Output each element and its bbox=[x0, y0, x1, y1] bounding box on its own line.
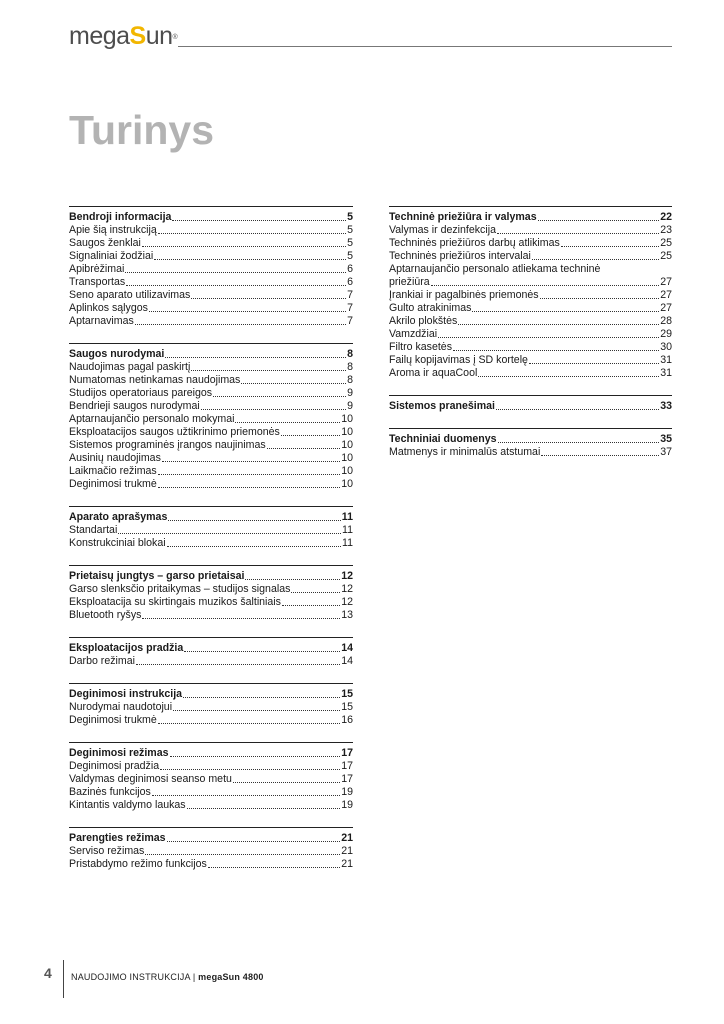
dot-leader bbox=[235, 422, 340, 423]
dot-leader bbox=[497, 233, 659, 234]
toc-page-number: 29 bbox=[660, 328, 672, 340]
toc-entry[interactable] bbox=[389, 446, 672, 459]
toc-entry[interactable] bbox=[69, 426, 353, 439]
toc-section-heading[interactable] bbox=[69, 511, 353, 524]
toc-entry[interactable] bbox=[389, 367, 672, 380]
dot-leader bbox=[458, 324, 659, 325]
toc-section bbox=[69, 637, 353, 668]
toc-entry-title: Numatomas netinkamas naudojimas bbox=[69, 374, 241, 386]
toc-entry[interactable] bbox=[69, 374, 353, 387]
toc-entry-title: Valymas ir dezinfekcija bbox=[389, 224, 496, 236]
dot-leader bbox=[472, 311, 659, 312]
toc-page-number: 8 bbox=[347, 348, 353, 360]
toc-section-heading[interactable] bbox=[389, 433, 672, 446]
toc-entry-title: Eksploatacijos pradžia bbox=[69, 642, 184, 654]
toc-entry[interactable] bbox=[389, 289, 672, 302]
dot-leader bbox=[158, 233, 346, 234]
footer-separator: | bbox=[192, 972, 196, 982]
toc-page-number: 12 bbox=[341, 596, 353, 608]
dot-leader bbox=[282, 605, 340, 606]
toc-entry-title: Saugos nurodymai bbox=[69, 348, 165, 360]
footer-doc-title: NAUDOJIMO INSTRUKCIJA bbox=[71, 972, 191, 982]
dot-leader bbox=[541, 455, 659, 456]
toc-entry[interactable] bbox=[69, 714, 353, 727]
toc-entry[interactable] bbox=[69, 452, 353, 465]
dot-leader bbox=[498, 442, 660, 443]
toc-entry-title: Prietaisų jungtys – garso prietaisai bbox=[69, 570, 245, 582]
toc-page-number: 15 bbox=[341, 688, 353, 700]
toc-page-number: 17 bbox=[341, 773, 353, 785]
toc-section bbox=[389, 428, 672, 459]
dot-leader bbox=[172, 220, 346, 221]
toc-page-number: 21 bbox=[341, 845, 353, 857]
toc-entry-title: Vamzdžiai bbox=[389, 328, 438, 340]
toc-section-heading[interactable] bbox=[69, 348, 353, 361]
toc-entry-title: Parengties režimas bbox=[69, 832, 166, 844]
toc-page-number: 31 bbox=[660, 367, 672, 379]
toc-section-heading[interactable] bbox=[389, 400, 672, 413]
logo-s: S bbox=[129, 22, 146, 50]
toc-entry-title: Valdymas deginimosi seanso metu bbox=[69, 773, 232, 785]
toc-page-number: 10 bbox=[341, 413, 353, 425]
toc-entry[interactable] bbox=[69, 773, 353, 786]
dot-leader bbox=[135, 324, 346, 325]
toc-page-number: 11 bbox=[341, 511, 353, 523]
toc-entry[interactable] bbox=[69, 583, 353, 596]
dot-leader bbox=[529, 363, 659, 364]
toc-entry-title: Garso slenksčio pritaikymas – studijos signalas bbox=[69, 583, 291, 595]
toc-entry[interactable] bbox=[69, 413, 353, 426]
toc-page-number: 21 bbox=[341, 832, 353, 844]
dot-leader bbox=[496, 409, 659, 410]
toc-page-number: 25 bbox=[660, 237, 672, 249]
toc-entry[interactable] bbox=[69, 276, 353, 289]
toc-entry-title: Sistemos pranešimai bbox=[389, 400, 495, 412]
dot-leader bbox=[167, 546, 341, 547]
toc-page-number: 25 bbox=[660, 250, 672, 262]
toc-page-number: 9 bbox=[347, 400, 353, 412]
toc-entry-title: Signaliniai žodžiai bbox=[69, 250, 154, 262]
toc-entry[interactable] bbox=[389, 224, 672, 237]
toc-entry[interactable] bbox=[389, 302, 672, 315]
toc-section bbox=[69, 565, 353, 622]
toc-entry[interactable] bbox=[69, 439, 353, 452]
toc-entry-title: Konstrukciniai blokai bbox=[69, 537, 166, 549]
toc-page-number: 7 bbox=[347, 302, 353, 314]
dot-leader bbox=[152, 795, 340, 796]
toc-page-number: 12 bbox=[341, 583, 353, 595]
toc-entry[interactable] bbox=[389, 315, 672, 328]
toc-entry[interactable] bbox=[69, 224, 353, 237]
toc-entry-title: Gulto atrakinimas bbox=[389, 302, 472, 314]
dot-leader bbox=[245, 579, 340, 580]
footer-product: megaSun 4800 bbox=[198, 972, 264, 982]
toc-page-number: 7 bbox=[347, 315, 353, 327]
dot-leader bbox=[170, 756, 341, 757]
dot-leader bbox=[233, 782, 340, 783]
toc-entry[interactable] bbox=[69, 701, 353, 714]
toc-page-number: 27 bbox=[660, 302, 672, 314]
toc-section-heading[interactable] bbox=[69, 747, 353, 760]
toc-entry[interactable] bbox=[69, 799, 353, 812]
toc-section-heading[interactable] bbox=[389, 211, 672, 224]
toc-entry[interactable] bbox=[69, 478, 353, 491]
toc-entry-title: Matmenys ir minimalūs atstumai bbox=[389, 446, 541, 458]
toc-left-column bbox=[69, 206, 353, 886]
dot-leader bbox=[142, 618, 340, 619]
toc-entry-title: Nurodymai naudotojui bbox=[69, 701, 173, 713]
dot-leader bbox=[183, 697, 340, 698]
toc-entry[interactable] bbox=[389, 250, 672, 263]
dot-leader bbox=[136, 664, 340, 665]
toc-entry-title: Aplinkos sąlygos bbox=[69, 302, 148, 314]
footer-rule bbox=[63, 960, 64, 998]
toc-page-number: 21 bbox=[341, 858, 353, 870]
toc-entry-title: Deginimosi trukmė bbox=[69, 478, 157, 490]
toc-entry[interactable] bbox=[69, 237, 353, 250]
toc-entry-title: Apibrėžimai bbox=[69, 263, 125, 275]
dot-leader bbox=[142, 246, 346, 247]
toc-section-heading[interactable] bbox=[69, 832, 353, 845]
toc-entry-title: priežiūra bbox=[389, 276, 430, 288]
toc-entry[interactable] bbox=[69, 858, 353, 871]
toc-entry[interactable] bbox=[69, 250, 353, 263]
toc-page-number: 7 bbox=[347, 289, 353, 301]
dot-leader bbox=[145, 854, 340, 855]
toc-page-number: 12 bbox=[341, 570, 353, 582]
toc-page-number: 5 bbox=[347, 250, 353, 262]
toc-entry-title: Bendroji informacija bbox=[69, 211, 172, 223]
toc-entry-title: Deginimosi režimas bbox=[69, 747, 169, 759]
toc-entry-title: Techniniai duomenys bbox=[389, 433, 497, 445]
dot-leader bbox=[267, 448, 341, 449]
toc-entry[interactable] bbox=[69, 655, 353, 668]
toc-section bbox=[69, 742, 353, 812]
toc-entry[interactable] bbox=[69, 400, 353, 413]
dot-leader bbox=[213, 396, 346, 397]
toc-page-number: 16 bbox=[341, 714, 353, 726]
dot-leader bbox=[158, 487, 340, 488]
dot-leader bbox=[184, 651, 340, 652]
toc-entry[interactable] bbox=[69, 289, 353, 302]
toc-entry[interactable] bbox=[69, 596, 353, 609]
toc-page-number: 6 bbox=[347, 263, 353, 275]
toc-section bbox=[69, 206, 353, 328]
toc-entry-title: Deginimosi pradžia bbox=[69, 760, 160, 772]
toc-section bbox=[389, 206, 672, 380]
dot-leader bbox=[540, 298, 660, 299]
toc-entry[interactable] bbox=[389, 237, 672, 250]
toc-entry-title: Serviso režimas bbox=[69, 845, 145, 857]
toc-entry[interactable] bbox=[69, 263, 353, 276]
toc-entry-title: Darbo režimai bbox=[69, 655, 135, 667]
toc-page-number: 10 bbox=[341, 465, 353, 477]
toc-section-heading[interactable] bbox=[69, 570, 353, 583]
registered-mark: ® bbox=[172, 34, 178, 41]
toc-entry-title: Akrilo plokštės bbox=[389, 315, 458, 327]
toc-entry[interactable] bbox=[69, 361, 353, 374]
toc-entry-title: Bluetooth ryšys bbox=[69, 609, 142, 621]
toc-entry-title: Aptarnavimas bbox=[69, 315, 134, 327]
toc-page-number: 11 bbox=[342, 524, 353, 536]
logo-suffix: un bbox=[145, 22, 173, 50]
dot-leader bbox=[162, 461, 340, 462]
toc-entry-title: Aparato aprašymas bbox=[69, 511, 168, 523]
toc-page-number: 27 bbox=[660, 276, 672, 288]
dot-leader bbox=[168, 520, 340, 521]
dot-leader bbox=[158, 723, 340, 724]
dot-leader bbox=[160, 769, 340, 770]
toc-page-number: 27 bbox=[660, 289, 672, 301]
dot-leader bbox=[191, 298, 346, 299]
footer-page-number: 4 bbox=[44, 965, 52, 981]
toc-entry[interactable] bbox=[69, 760, 353, 773]
toc-page-number: 10 bbox=[341, 426, 353, 438]
toc-page-number: 31 bbox=[660, 354, 672, 366]
dot-leader bbox=[173, 710, 340, 711]
toc-entry-title: Deginimosi instrukcija bbox=[69, 688, 183, 700]
toc-page-number: 14 bbox=[341, 642, 353, 654]
toc-page-number: 15 bbox=[341, 701, 353, 713]
toc-entry[interactable] bbox=[69, 524, 353, 537]
toc-page-number: 13 bbox=[341, 609, 353, 621]
toc-page-number: 17 bbox=[341, 760, 353, 772]
toc-entry-title: Failų kopijavimas į SD kortelę bbox=[389, 354, 528, 366]
toc-entry-title: Techninės priežiūros darbų atlikimas bbox=[389, 237, 560, 249]
toc-section-heading[interactable] bbox=[69, 642, 353, 655]
toc-section bbox=[69, 683, 353, 727]
dot-leader bbox=[126, 285, 346, 286]
dot-leader bbox=[187, 808, 341, 809]
dot-leader bbox=[438, 337, 659, 338]
toc-entry-title: Bendrieji saugos nurodymai bbox=[69, 400, 200, 412]
toc-entry[interactable] bbox=[389, 276, 672, 289]
dot-leader bbox=[208, 867, 340, 868]
dot-leader bbox=[478, 376, 659, 377]
toc-entry-title: Transportas bbox=[69, 276, 126, 288]
dot-leader bbox=[431, 285, 660, 286]
toc-entry-title: Laikmačio režimas bbox=[69, 465, 157, 477]
toc-page-number: 17 bbox=[341, 747, 353, 759]
toc-page-number: 5 bbox=[347, 211, 353, 223]
toc-page-number: 10 bbox=[341, 452, 353, 464]
toc-section bbox=[69, 343, 353, 491]
toc-entry-title: Standartai bbox=[69, 524, 118, 536]
toc-entry[interactable] bbox=[389, 354, 672, 367]
toc-entry-title: Eksploatacijos saugos užtikrinimo priemonės bbox=[69, 426, 280, 438]
toc-entry[interactable] bbox=[69, 786, 353, 799]
toc-section bbox=[69, 827, 353, 871]
page-title: Turinys bbox=[69, 107, 215, 153]
toc-entry-title: Aroma ir aquaCool bbox=[389, 367, 478, 379]
toc-entry-wrapped-line[interactable]: Aptarnaujančio personalo atliekama techninė bbox=[389, 263, 601, 275]
toc-page-number: 28 bbox=[660, 315, 672, 327]
dot-leader bbox=[281, 435, 340, 436]
dot-leader bbox=[532, 259, 659, 260]
toc-entry-title: Techninės priežiūros intervalai bbox=[389, 250, 531, 262]
toc-entry[interactable] bbox=[69, 387, 353, 400]
toc-page-number: 33 bbox=[660, 400, 672, 412]
toc-right-column bbox=[389, 206, 672, 474]
toc-page-number: 37 bbox=[660, 446, 672, 458]
toc-entry-title: Kintantis valdymo laukas bbox=[69, 799, 186, 811]
toc-page-number: 35 bbox=[660, 433, 672, 445]
dot-leader bbox=[191, 370, 346, 371]
dot-leader bbox=[241, 383, 346, 384]
toc-entry-title: Apie šią instrukciją bbox=[69, 224, 157, 236]
toc-page-number: 23 bbox=[660, 224, 672, 236]
header-rule bbox=[178, 46, 672, 47]
dot-leader bbox=[158, 474, 340, 475]
toc-section-heading[interactable] bbox=[69, 211, 353, 224]
toc-page-number: 19 bbox=[341, 799, 353, 811]
toc-entry-title: Filtro kasetės bbox=[389, 341, 452, 353]
toc-page-number: 5 bbox=[347, 224, 353, 236]
dot-leader bbox=[561, 246, 659, 247]
dot-leader bbox=[538, 220, 660, 221]
toc-page-number: 10 bbox=[341, 478, 353, 490]
toc-page-number: 8 bbox=[347, 374, 353, 386]
dot-leader bbox=[165, 357, 346, 358]
dot-leader bbox=[291, 592, 340, 593]
toc-entry[interactable] bbox=[389, 341, 672, 354]
toc-entry[interactable] bbox=[69, 465, 353, 478]
toc-section bbox=[389, 395, 672, 413]
toc-page-number: 30 bbox=[660, 341, 672, 353]
toc-page-number: 11 bbox=[342, 537, 353, 549]
logo-prefix: mega bbox=[69, 22, 130, 50]
toc-entry-title: Pristabdymo režimo funkcijos bbox=[69, 858, 207, 870]
toc-entry-title: Saugos ženklai bbox=[69, 237, 141, 249]
toc-page-number: 22 bbox=[660, 211, 672, 223]
toc-page-number: 5 bbox=[347, 237, 353, 249]
toc-entry[interactable] bbox=[69, 609, 353, 622]
toc-section bbox=[69, 506, 353, 550]
toc-entry-title: Deginimosi trukmė bbox=[69, 714, 157, 726]
toc-entry-title: Įrankiai ir pagalbinės priemonės bbox=[389, 289, 539, 301]
dot-leader bbox=[201, 409, 346, 410]
toc-entry[interactable] bbox=[69, 302, 353, 315]
toc-entry[interactable] bbox=[389, 328, 672, 341]
brand-logo bbox=[69, 22, 177, 50]
toc-entry[interactable] bbox=[69, 315, 353, 328]
toc-entry-title: Ausinių naudojimas bbox=[69, 452, 161, 464]
toc-section-heading[interactable] bbox=[69, 688, 353, 701]
dot-leader bbox=[125, 272, 346, 273]
toc-page-number: 8 bbox=[347, 361, 353, 373]
toc-entry-title: Techninė priežiūra ir valymas bbox=[389, 211, 537, 223]
toc-page-number: 9 bbox=[347, 387, 353, 399]
toc-entry-title: Sistemos programinės įrangos naujinimas bbox=[69, 439, 266, 451]
dot-leader bbox=[167, 841, 341, 842]
toc-page-number: 19 bbox=[341, 786, 353, 798]
toc-entry-title: Studijos operatoriaus pareigos bbox=[69, 387, 213, 399]
toc-entry-title: Naudojimas pagal paskirtį bbox=[69, 361, 191, 373]
toc-entry-title: Bazinės funkcijos bbox=[69, 786, 151, 798]
dot-leader bbox=[154, 259, 346, 260]
toc-entry[interactable] bbox=[69, 537, 353, 550]
toc-page-number: 10 bbox=[341, 439, 353, 451]
footer-doc-label bbox=[71, 972, 264, 982]
dot-leader bbox=[453, 350, 659, 351]
dot-leader bbox=[149, 311, 346, 312]
toc-page-number: 6 bbox=[347, 276, 353, 288]
toc-entry-title: Eksploatacija su skirtingais muzikos šaltiniais bbox=[69, 596, 281, 608]
toc-entry-title: Aptarnaujančio personalo mokymai bbox=[69, 413, 235, 425]
toc-entry-title: Seno aparato utilizavimas bbox=[69, 289, 191, 301]
toc-entry[interactable] bbox=[69, 845, 353, 858]
toc-page-number: 14 bbox=[341, 655, 353, 667]
dot-leader bbox=[118, 533, 341, 534]
